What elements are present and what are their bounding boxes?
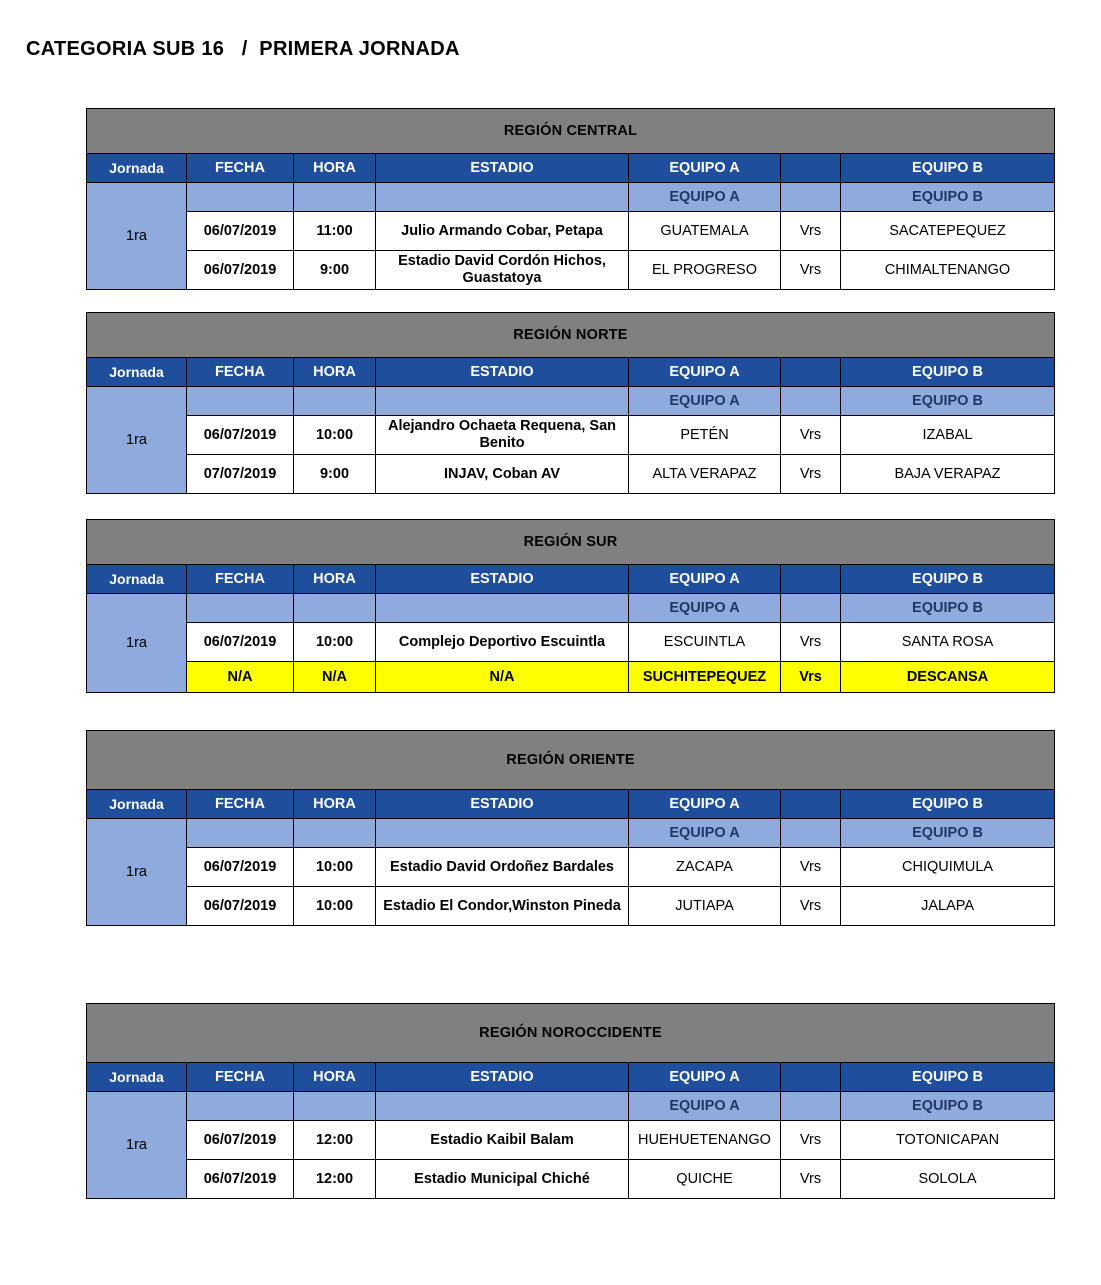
table-row bbox=[87, 455, 1055, 494]
sub-header-equipo-a: EQUIPO A bbox=[629, 819, 781, 848]
column-header-hora: HORA bbox=[294, 154, 376, 183]
cell-estadio: INJAV, Coban AV bbox=[376, 455, 629, 494]
cell-equipo-a: EL PROGRESO bbox=[629, 251, 781, 290]
cell-hora: 9:00 bbox=[294, 455, 376, 494]
column-header-row bbox=[87, 565, 1055, 594]
column-header-estadio: ESTADIO bbox=[376, 1063, 629, 1092]
column-header-equipo-b: EQUIPO B bbox=[841, 1063, 1055, 1092]
column-header-equipo-b: EQUIPO B bbox=[841, 565, 1055, 594]
table-row bbox=[87, 1160, 1055, 1199]
cell-vrs: Vrs bbox=[781, 1160, 841, 1199]
cell-estadio: Estadio David Cordón Hichos, Guastatoya bbox=[376, 251, 629, 290]
cell-fecha: 07/07/2019 bbox=[187, 455, 294, 494]
table-row bbox=[87, 848, 1055, 887]
sub-header-fecha bbox=[187, 1092, 294, 1121]
column-header-equipo-a: EQUIPO A bbox=[629, 790, 781, 819]
cell-fecha: 06/07/2019 bbox=[187, 848, 294, 887]
sub-header-fecha bbox=[187, 387, 294, 416]
cell-equipo-b: IZABAL bbox=[841, 416, 1055, 455]
jornada-value: 1ra bbox=[87, 594, 187, 693]
cell-equipo-a: JUTIAPA bbox=[629, 887, 781, 926]
region-block-sur bbox=[86, 519, 1054, 693]
cell-fecha: 06/07/2019 bbox=[187, 887, 294, 926]
sub-header-vrs bbox=[781, 1092, 841, 1121]
sub-header-estadio bbox=[376, 183, 629, 212]
cell-equipo-a: PETÉN bbox=[629, 416, 781, 455]
column-header-equipo-a: EQUIPO A bbox=[629, 565, 781, 594]
column-header-vrs bbox=[781, 1063, 841, 1092]
sub-header-vrs bbox=[781, 183, 841, 212]
cell-vrs: Vrs bbox=[781, 212, 841, 251]
column-header-fecha: FECHA bbox=[187, 790, 294, 819]
sub-header-hora bbox=[294, 594, 376, 623]
cell-vrs: Vrs bbox=[781, 623, 841, 662]
sub-header-hora bbox=[294, 1092, 376, 1121]
column-header-equipo-a: EQUIPO A bbox=[629, 358, 781, 387]
column-header-row bbox=[87, 790, 1055, 819]
sub-header-equipo-b: EQUIPO B bbox=[841, 819, 1055, 848]
cell-vrs: Vrs bbox=[781, 1121, 841, 1160]
sub-header-vrs bbox=[781, 594, 841, 623]
column-header-equipo-a: EQUIPO A bbox=[629, 154, 781, 183]
sub-header-hora bbox=[294, 387, 376, 416]
region-title-row bbox=[87, 520, 1055, 565]
column-header-row bbox=[87, 154, 1055, 183]
sub-header-estadio bbox=[376, 1092, 629, 1121]
cell-fecha: N/A bbox=[187, 662, 294, 693]
sub-header-equipo-b: EQUIPO B bbox=[841, 387, 1055, 416]
cell-equipo-b: DESCANSA bbox=[841, 662, 1055, 693]
sub-header-row bbox=[87, 1092, 1055, 1121]
cell-hora: 12:00 bbox=[294, 1160, 376, 1199]
sub-header-equipo-a: EQUIPO A bbox=[629, 387, 781, 416]
cell-estadio: Estadio David Ordoñez Bardales bbox=[376, 848, 629, 887]
column-header-equipo-b: EQUIPO B bbox=[841, 358, 1055, 387]
cell-equipo-b: SANTA ROSA bbox=[841, 623, 1055, 662]
cell-equipo-a: GUATEMALA bbox=[629, 212, 781, 251]
cell-hora: 9:00 bbox=[294, 251, 376, 290]
column-header-hora: HORA bbox=[294, 358, 376, 387]
column-header-vrs bbox=[781, 358, 841, 387]
table-row bbox=[87, 251, 1055, 290]
column-header-fecha: FECHA bbox=[187, 1063, 294, 1092]
sub-header-row bbox=[87, 819, 1055, 848]
sub-header-fecha bbox=[187, 594, 294, 623]
cell-estadio: Estadio Kaibil Balam bbox=[376, 1121, 629, 1160]
jornada-value: 1ra bbox=[87, 819, 187, 926]
cell-estadio: Julio Armando Cobar, Petapa bbox=[376, 212, 629, 251]
column-header-fecha: FECHA bbox=[187, 565, 294, 594]
sub-header-vrs bbox=[781, 819, 841, 848]
column-header-fecha: FECHA bbox=[187, 154, 294, 183]
cell-estadio: Estadio Municipal Chiché bbox=[376, 1160, 629, 1199]
column-header-vrs bbox=[781, 790, 841, 819]
page-title: CATEGORIA SUB 16 / PRIMERA JORNADA bbox=[26, 38, 460, 60]
cell-vrs: Vrs bbox=[781, 251, 841, 290]
sub-header-estadio bbox=[376, 819, 629, 848]
cell-fecha: 06/07/2019 bbox=[187, 623, 294, 662]
cell-equipo-b: CHIMALTENANGO bbox=[841, 251, 1055, 290]
cell-equipo-b: SOLOLA bbox=[841, 1160, 1055, 1199]
region-title-row bbox=[87, 313, 1055, 358]
region-title: REGIÓN SUR bbox=[87, 520, 1055, 565]
region-title: REGIÓN CENTRAL bbox=[87, 109, 1055, 154]
sub-header-equipo-a: EQUIPO A bbox=[629, 594, 781, 623]
cell-equipo-a: ALTA VERAPAZ bbox=[629, 455, 781, 494]
sub-header-equipo-a: EQUIPO A bbox=[629, 183, 781, 212]
table-row bbox=[87, 887, 1055, 926]
cell-hora: N/A bbox=[294, 662, 376, 693]
column-header-hora: HORA bbox=[294, 790, 376, 819]
table-row bbox=[87, 212, 1055, 251]
cell-hora: 12:00 bbox=[294, 1121, 376, 1160]
sub-header-row bbox=[87, 594, 1055, 623]
table-row bbox=[87, 416, 1055, 455]
column-header-row bbox=[87, 358, 1055, 387]
cell-vrs: Vrs bbox=[781, 848, 841, 887]
column-header-estadio: ESTADIO bbox=[376, 154, 629, 183]
region-block-norte bbox=[86, 312, 1054, 494]
cell-fecha: 06/07/2019 bbox=[187, 212, 294, 251]
cell-vrs: Vrs bbox=[781, 887, 841, 926]
table-row bbox=[87, 1121, 1055, 1160]
region-title-row bbox=[87, 1004, 1055, 1063]
column-header-estadio: ESTADIO bbox=[376, 790, 629, 819]
sub-header-equipo-a: EQUIPO A bbox=[629, 1092, 781, 1121]
cell-equipo-a: ZACAPA bbox=[629, 848, 781, 887]
column-header-fecha: FECHA bbox=[187, 358, 294, 387]
cell-hora: 10:00 bbox=[294, 887, 376, 926]
region-title-row bbox=[87, 109, 1055, 154]
jornada-value: 1ra bbox=[87, 1092, 187, 1199]
jornada-value: 1ra bbox=[87, 387, 187, 494]
column-header-jornada: Jornada bbox=[87, 790, 187, 819]
cell-hora: 11:00 bbox=[294, 212, 376, 251]
cell-equipo-b: BAJA VERAPAZ bbox=[841, 455, 1055, 494]
region-table bbox=[86, 730, 1055, 926]
column-header-estadio: ESTADIO bbox=[376, 565, 629, 594]
column-header-equipo-a: EQUIPO A bbox=[629, 1063, 781, 1092]
sub-header-row bbox=[87, 183, 1055, 212]
sub-header-estadio bbox=[376, 594, 629, 623]
region-title: REGIÓN NORTE bbox=[87, 313, 1055, 358]
cell-estadio: Complejo Deportivo Escuintla bbox=[376, 623, 629, 662]
cell-estadio: Estadio El Condor,Winston Pineda bbox=[376, 887, 629, 926]
region-block-oriente bbox=[86, 730, 1054, 926]
table-row-descansa bbox=[87, 662, 1055, 693]
cell-fecha: 06/07/2019 bbox=[187, 251, 294, 290]
column-header-vrs bbox=[781, 154, 841, 183]
column-header-jornada: Jornada bbox=[87, 154, 187, 183]
region-block-noroccidente bbox=[86, 1003, 1054, 1199]
sub-header-fecha bbox=[187, 183, 294, 212]
cell-fecha: 06/07/2019 bbox=[187, 1160, 294, 1199]
cell-equipo-b: CHIQUIMULA bbox=[841, 848, 1055, 887]
column-header-equipo-b: EQUIPO B bbox=[841, 790, 1055, 819]
cell-equipo-a: QUICHE bbox=[629, 1160, 781, 1199]
sub-header-row bbox=[87, 387, 1055, 416]
column-header-jornada: Jornada bbox=[87, 358, 187, 387]
cell-vrs: Vrs bbox=[781, 455, 841, 494]
cell-hora: 10:00 bbox=[294, 848, 376, 887]
column-header-estadio: ESTADIO bbox=[376, 358, 629, 387]
cell-equipo-b: JALAPA bbox=[841, 887, 1055, 926]
sub-header-estadio bbox=[376, 387, 629, 416]
column-header-hora: HORA bbox=[294, 565, 376, 594]
region-table bbox=[86, 312, 1055, 494]
cell-equipo-a: HUEHUETENANGO bbox=[629, 1121, 781, 1160]
cell-equipo-b: SACATEPEQUEZ bbox=[841, 212, 1055, 251]
sub-header-equipo-b: EQUIPO B bbox=[841, 1092, 1055, 1121]
sub-header-hora bbox=[294, 819, 376, 848]
cell-vrs: Vrs bbox=[781, 662, 841, 693]
region-title-row bbox=[87, 731, 1055, 790]
region-table bbox=[86, 1003, 1055, 1199]
column-header-equipo-b: EQUIPO B bbox=[841, 154, 1055, 183]
cell-vrs: Vrs bbox=[781, 416, 841, 455]
region-title: REGIÓN ORIENTE bbox=[87, 731, 1055, 790]
column-header-hora: HORA bbox=[294, 1063, 376, 1092]
sub-header-hora bbox=[294, 183, 376, 212]
region-block-central bbox=[86, 108, 1054, 290]
jornada-value: 1ra bbox=[87, 183, 187, 290]
region-table bbox=[86, 519, 1055, 693]
cell-equipo-a: ESCUINTLA bbox=[629, 623, 781, 662]
region-title: REGIÓN NOROCCIDENTE bbox=[87, 1004, 1055, 1063]
cell-hora: 10:00 bbox=[294, 416, 376, 455]
column-header-jornada: Jornada bbox=[87, 1063, 187, 1092]
cell-equipo-a: SUCHITEPEQUEZ bbox=[629, 662, 781, 693]
sub-header-equipo-b: EQUIPO B bbox=[841, 594, 1055, 623]
cell-estadio: Alejandro Ochaeta Requena, San Benito bbox=[376, 416, 629, 455]
column-header-jornada: Jornada bbox=[87, 565, 187, 594]
cell-equipo-b: TOTONICAPAN bbox=[841, 1121, 1055, 1160]
table-row bbox=[87, 623, 1055, 662]
sub-header-fecha bbox=[187, 819, 294, 848]
sub-header-vrs bbox=[781, 387, 841, 416]
cell-fecha: 06/07/2019 bbox=[187, 416, 294, 455]
cell-hora: 10:00 bbox=[294, 623, 376, 662]
column-header-row bbox=[87, 1063, 1055, 1092]
sub-header-equipo-b: EQUIPO B bbox=[841, 183, 1055, 212]
column-header-vrs bbox=[781, 565, 841, 594]
cell-fecha: 06/07/2019 bbox=[187, 1121, 294, 1160]
cell-estadio: N/A bbox=[376, 662, 629, 693]
region-table bbox=[86, 108, 1055, 290]
